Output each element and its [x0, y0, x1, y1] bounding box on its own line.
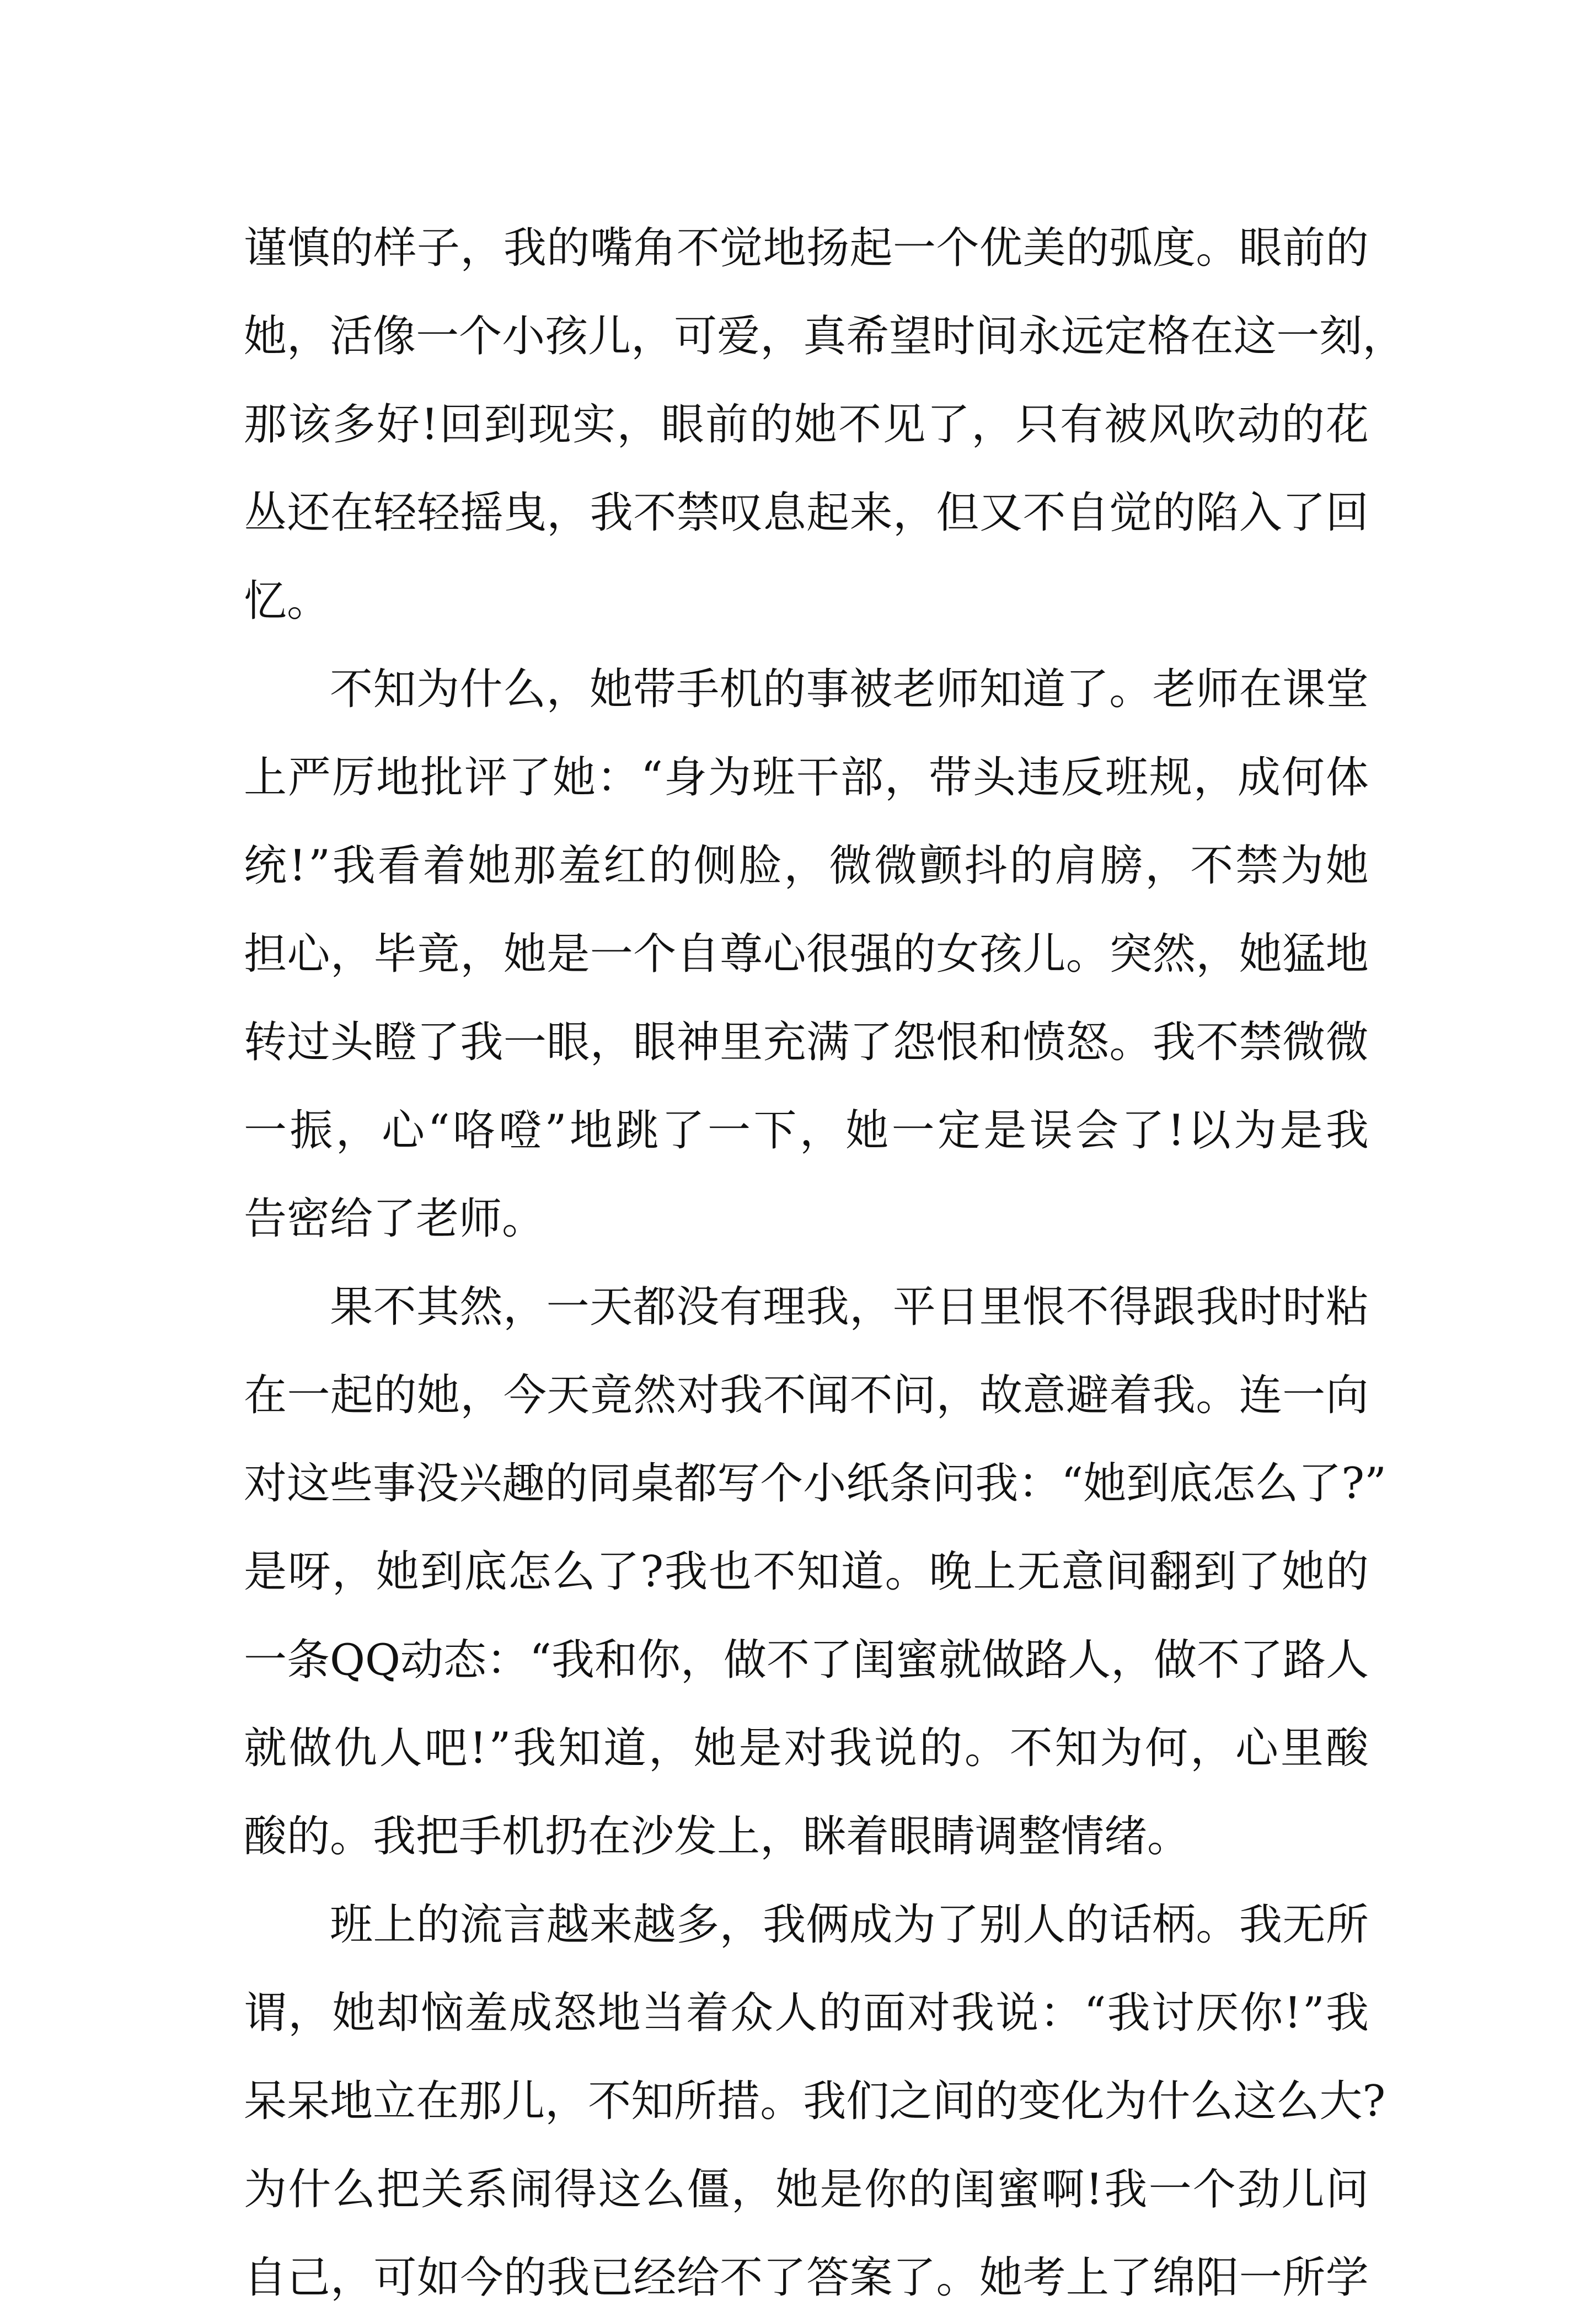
text-line: 谨 慎 的 样 子 ， 我 的 嘴 角 不 觉 地 扬 起 一 个 优 美 的 弧 度 。 眼 前 的: [244, 223, 1369, 273]
text-line: 一 振 ， 心 “ 咯 噔 ” 地 跳 了 一 下 ， 她 一 定 是 误 会 了 ! 以 为 是 我: [244, 1106, 1369, 1155]
text-line: 那 该 多 好 ! 回 到 现 实 ， 眼 前 的 她 不 见 了 ， 只 有 被 风 吹 动 的 花: [244, 400, 1369, 450]
text-line: 谓 ， 她 却 恼 羞 成 怒 地 当 着 众 人 的 面 对 我 说 ： “ 我 讨 厌 你 ! ” 我: [244, 1988, 1369, 2038]
text-line: 统 ! ” 我 看 着 她 那 羞 红 的 侧 脸 ， 微 微 颤 抖 的 肩 膀 ， 不 禁 为 她: [244, 841, 1369, 891]
text-line: 酸的。我把手机扔在沙发上，眯着眼睛调整情绪。: [244, 1812, 1191, 1861]
body-text: [244, 204, 1406, 2322]
text-line: 自 己 ， 可 如 今 的 我 已 经 给 不 了 答 案 了 。 她 考 上 了 绵 阳 一 所 学: [244, 2253, 1369, 2303]
text-line: 是 呀 ， 她 到 底 怎 么 了 ? 我 也 不 知 道 。 晚 上 无 意 间 翻 到 了 她 的: [244, 1547, 1369, 1597]
text-line: 在 一 起 的 她 ， 今 天 竟 然 对 我 不 闻 不 问 ， 故 意 避 着 我 。 连 一 向: [244, 1371, 1369, 1420]
text-line: 她 ， 活 像 一 个 小 孩 儿 ， 可 爱 ， 真 希 望 时 间 永 远 定 格 在 这 一 刻 ，: [244, 312, 1406, 361]
text-line: 丛 还 在 轻 轻 摇 曳 ， 我 不 禁 叹 息 起 来 ， 但 又 不 自 觉 的 陷 入 了 回: [244, 488, 1369, 538]
text-line: 就 做 仇 人 吧 ! ” 我 知 道 ， 她 是 对 我 说 的 。 不 知 为 何 ， 心 里 酸: [244, 1724, 1369, 1773]
text-line: 转 过 头 瞪 了 我 一 眼 ， 眼 神 里 充 满 了 怨 恨 和 愤 怒 。 我 不 禁 微 微: [244, 1018, 1369, 1067]
text-line: 一 条 QQ 动 态 ： “ 我 和 你 ， 做 不 了 闺 蜜 就 做 路 人 ， 做 不 了 路 人: [244, 1635, 1369, 1685]
text-line: 果 不 其 然 ， 一 天 都 没 有 理 我 ， 平 日 里 恨 不 得 跟 我 时 时 粘: [330, 1282, 1369, 1332]
text-line: 忆。: [244, 576, 330, 626]
text-line: 不 知 为 什 么 ， 她 带 手 机 的 事 被 老 师 知 道 了 。 老 师 在 课 堂: [330, 665, 1369, 714]
text-line: 呆 呆 地 立 在 那 儿 ， 不 知 所 措 。 我 们 之 间 的 变 化 为 什 么 这 么 大 ?: [244, 2077, 1386, 2126]
text-line: 上 严 厉 地 批 评 了 她 ： “ 身 为 班 干 部 ， 带 头 违 反 班 规 ， 成 何 体: [244, 753, 1369, 802]
text-line: 告密给了老师。: [244, 1194, 545, 1244]
text-line: 班 上 的 流 言 越 来 越 多 ， 我 俩 成 为 了 别 人 的 话 柄 。 我 无 所: [330, 1900, 1369, 1950]
text-line: 对 这 些 事 没 兴 趣 的 同 桌 都 写 个 小 纸 条 问 我 ： “ 她 到 底 怎 么 了 ? ”: [244, 1459, 1386, 1508]
text-line: 为 什 么 把 关 系 闹 得 这 么 僵 ， 她 是 你 的 闺 蜜 啊 ! 我 一 个 劲 儿 问: [244, 2165, 1369, 2214]
text-line: 担 心 ， 毕 竟 ， 她 是 一 个 自 尊 心 很 强 的 女 孩 儿 。 突 然 ， 她 猛 地: [244, 929, 1369, 979]
